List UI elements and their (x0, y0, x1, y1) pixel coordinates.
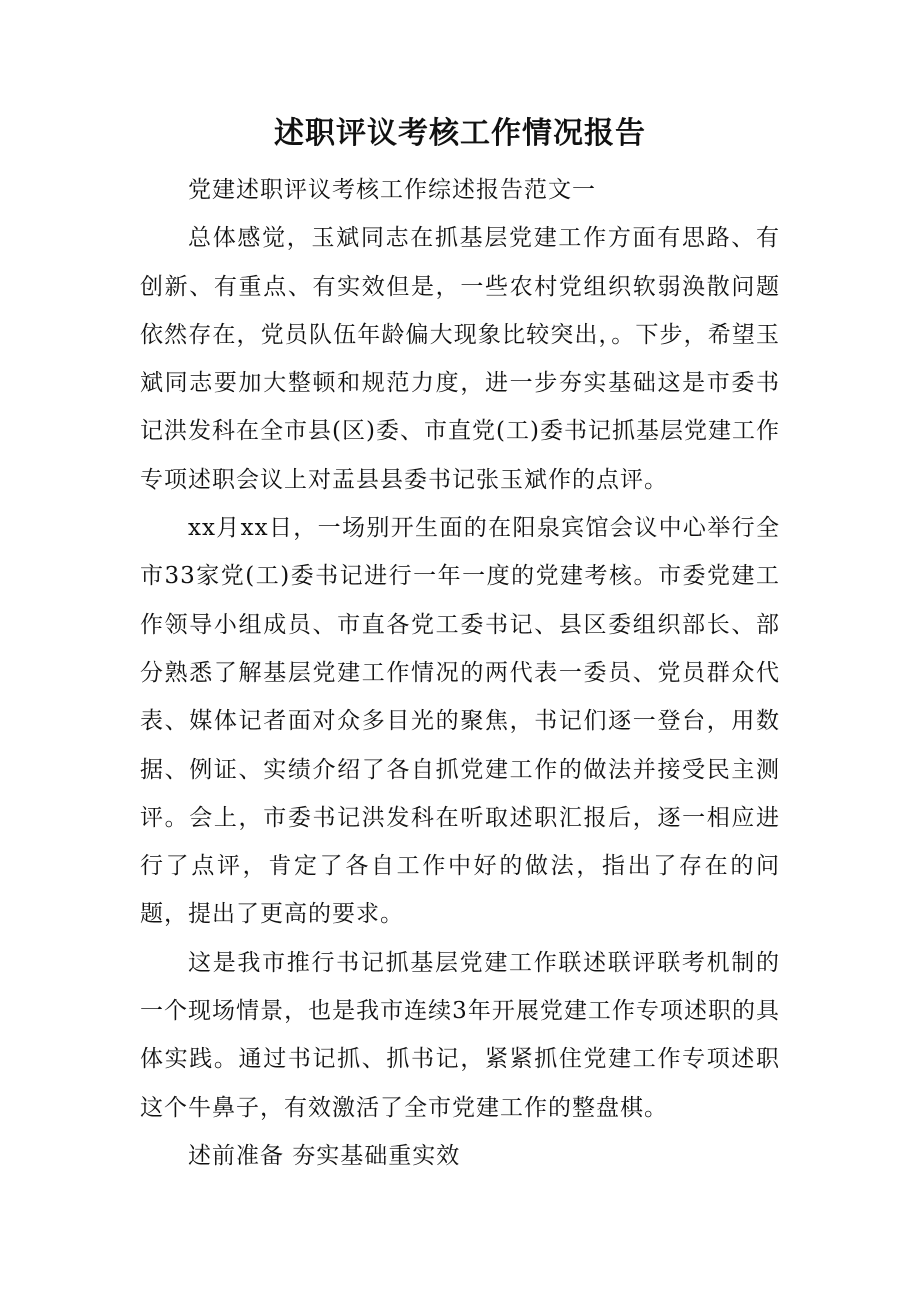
document-title: 述职评议考核工作情况报告 (274, 116, 646, 151)
section-heading: 述前准备 夯实基础重实效 (188, 1142, 461, 1169)
body-paragraph: xx月xx日，一场别开生面的在阳泉宾馆会议中心举行全市33家党(工)委书记进行一年一度的党建考核。市委党建工作领导小组成员、市直各党工委书记、县区委组织部长、部分熟悉了解基层党建工作情况的两代表一委员、党员群众代表、媒体记者面对众多目光的聚焦，书记们逐一登台，用数据、例证、实绩介绍了各自抓党建工作的做法并接受民主测评。会上，市委书记洪发科在听取述职汇报后，逐一相应进行了点评，肯定了各自工作中好的做法，指出了存在的问题，提出了更高的要求。 (140, 515, 780, 928)
document-body (140, 166, 780, 1180)
subtitle-paragraph: 党建述职评议考核工作综述报告范文一 (188, 177, 596, 203)
body-paragraph: 这是我市推行书记抓基层党建工作联述联评联考机制的一个现场情景，也是我市连续3年开展党建工作专项述职的具体实践。通过书记抓、抓书记，紧紧抓住党建工作专项述职这个牛鼻子，有效激活了全市党建工作的整盘棋。 (140, 949, 780, 1121)
body-paragraph: 总体感觉，玉斌同志在抓基层党建工作方面有思路、有创新、有重点、有实效但是，一些农村党组织软弱涣散问题依然存在，党员队伍年龄偏大现象比较突出，。下步，希望玉斌同志要加大整顿和规范力度，进一步夯实基础这是市委书记洪发科在全市县(区)委、市直党(工)委书记抓基层党建工作专项述职会议上对盂县县委书记张玉斌作的点评。 (140, 225, 780, 493)
